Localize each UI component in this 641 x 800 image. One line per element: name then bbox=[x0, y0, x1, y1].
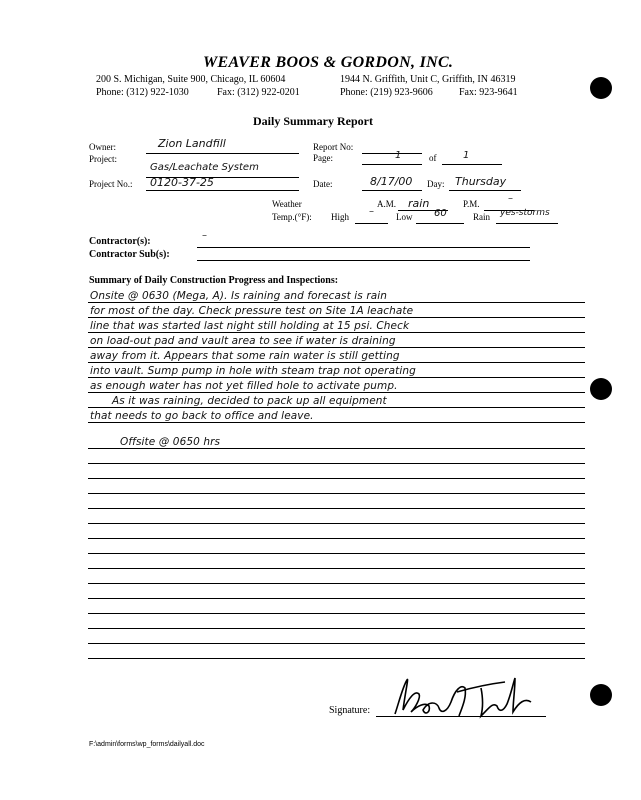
office2-phone: Phone: (219) 923-9606 bbox=[340, 87, 433, 98]
ruled-line bbox=[88, 643, 585, 644]
ruled-line bbox=[88, 508, 585, 509]
weather-label: Weather bbox=[272, 199, 302, 209]
company-name: WEAVER BOOS & GORDON, INC. bbox=[203, 54, 454, 71]
page-label: Page: bbox=[313, 153, 333, 163]
am-value: rain bbox=[408, 197, 430, 210]
pm-label: P.M. bbox=[463, 199, 480, 209]
report-no-underline bbox=[362, 153, 422, 154]
ruled-line bbox=[88, 553, 585, 554]
ruled-line bbox=[88, 463, 585, 464]
summary-line: as enough water has not yet filled hole to activate pump. bbox=[90, 380, 398, 392]
signature-mark bbox=[385, 672, 545, 722]
summary-line: Onsite @ 0630 (Mega, A). Is raining and forecast is rain bbox=[90, 290, 388, 302]
ruled-line bbox=[88, 422, 585, 423]
ruled-line bbox=[88, 478, 585, 479]
summary-line: As it was raining, decided to pack up all equipment bbox=[112, 395, 387, 407]
contractor-label: Contractor(s): bbox=[89, 236, 151, 247]
project-label: Project: bbox=[89, 154, 117, 164]
office2-fax: Fax: 923-9641 bbox=[459, 87, 518, 98]
report-no-label: Report No: bbox=[313, 142, 354, 152]
high-label: High bbox=[331, 212, 349, 222]
signature-label: Signature: bbox=[329, 705, 371, 716]
contractor-subs-underline bbox=[197, 260, 530, 261]
low-underline bbox=[416, 223, 464, 224]
date-underline bbox=[362, 190, 422, 191]
summary-line: for most of the day. Check pressure test on Site 1A leachate bbox=[90, 305, 414, 317]
office1-fax: Fax: (312) 922-0201 bbox=[217, 87, 300, 98]
low-label: Low bbox=[396, 212, 413, 222]
ruled-line bbox=[88, 302, 585, 303]
project-value: Gas/Leachate System bbox=[150, 162, 259, 173]
summary-line: away from it. Appears that some rain water is still getting bbox=[90, 350, 400, 362]
summary-line: into vault. Sump pump in hole with steam trap not operating bbox=[90, 365, 416, 377]
summary-heading: Summary of Daily Construction Progress and Inspections: bbox=[89, 275, 339, 286]
ruled-line bbox=[88, 407, 585, 408]
owner-underline bbox=[146, 153, 299, 154]
ruled-line bbox=[88, 613, 585, 614]
rain-label: Rain bbox=[473, 212, 490, 222]
of-label: of bbox=[429, 153, 437, 163]
binder-hole-middle bbox=[590, 378, 612, 400]
footer-file-path: F:\admin\forms\wp_forms\dailyall.doc bbox=[89, 741, 205, 748]
low-value: 60 bbox=[434, 208, 447, 219]
ruled-line bbox=[88, 628, 585, 629]
page-value: 1 bbox=[395, 150, 402, 161]
rain-underline bbox=[496, 223, 558, 224]
high-value: – bbox=[369, 206, 374, 217]
ruled-line bbox=[88, 583, 585, 584]
contractor-value: – bbox=[202, 230, 207, 241]
page-underline bbox=[362, 164, 422, 165]
ruled-line bbox=[88, 493, 585, 494]
summary-line: that needs to go back to office and leave. bbox=[90, 410, 314, 422]
project-no-label: Project No.: bbox=[89, 179, 133, 189]
office1-address: 200 S. Michigan, Suite 900, Chicago, IL 60604 bbox=[96, 74, 286, 85]
day-underline bbox=[449, 190, 521, 191]
of-underline bbox=[442, 164, 502, 165]
project-no-underline bbox=[146, 190, 299, 191]
day-label: Day: bbox=[427, 179, 445, 189]
high-underline bbox=[355, 223, 388, 224]
office2-address: 1944 N. Griffith, Unit C, Griffith, IN 46319 bbox=[340, 74, 516, 85]
ruled-line bbox=[88, 658, 585, 659]
ruled-line bbox=[88, 332, 585, 333]
ruled-line bbox=[88, 362, 585, 363]
binder-hole-bottom bbox=[590, 684, 612, 706]
offsite-note: Offsite @ 0650 hrs bbox=[120, 436, 221, 448]
date-value: 8/17/00 bbox=[370, 175, 413, 188]
report-title: Daily Summary Report bbox=[253, 114, 373, 128]
of-value: 1 bbox=[463, 150, 470, 161]
pm-value: – bbox=[508, 193, 513, 204]
ruled-line bbox=[88, 448, 585, 449]
ruled-line bbox=[88, 347, 585, 348]
date-label: Date: bbox=[313, 179, 333, 189]
summary-line: on load-out pad and vault area to see if water is draining bbox=[90, 335, 396, 347]
ruled-line bbox=[88, 377, 585, 378]
ruled-line bbox=[88, 568, 585, 569]
day-value: Thursday bbox=[455, 175, 507, 188]
ruled-line bbox=[88, 598, 585, 599]
owner-label: Owner: bbox=[89, 142, 116, 152]
project-no-value: 0120-37-25 bbox=[150, 176, 214, 189]
binder-hole-top bbox=[590, 77, 612, 99]
owner-value: Zion Landfill bbox=[158, 137, 226, 150]
contractor-subs-label: Contractor Sub(s): bbox=[89, 249, 170, 260]
ruled-line bbox=[88, 523, 585, 524]
temp-label: Temp.(°F): bbox=[272, 212, 312, 222]
ruled-line bbox=[88, 317, 585, 318]
ruled-line bbox=[88, 392, 585, 393]
ruled-line bbox=[88, 538, 585, 539]
office1-phone: Phone: (312) 922-1030 bbox=[96, 87, 189, 98]
am-label: A.M. bbox=[377, 199, 397, 209]
summary-line: line that was started last night still holding at 15 psi. Check bbox=[90, 320, 410, 332]
contractor-underline bbox=[197, 247, 530, 248]
rain-value: yes-storms bbox=[500, 208, 550, 218]
